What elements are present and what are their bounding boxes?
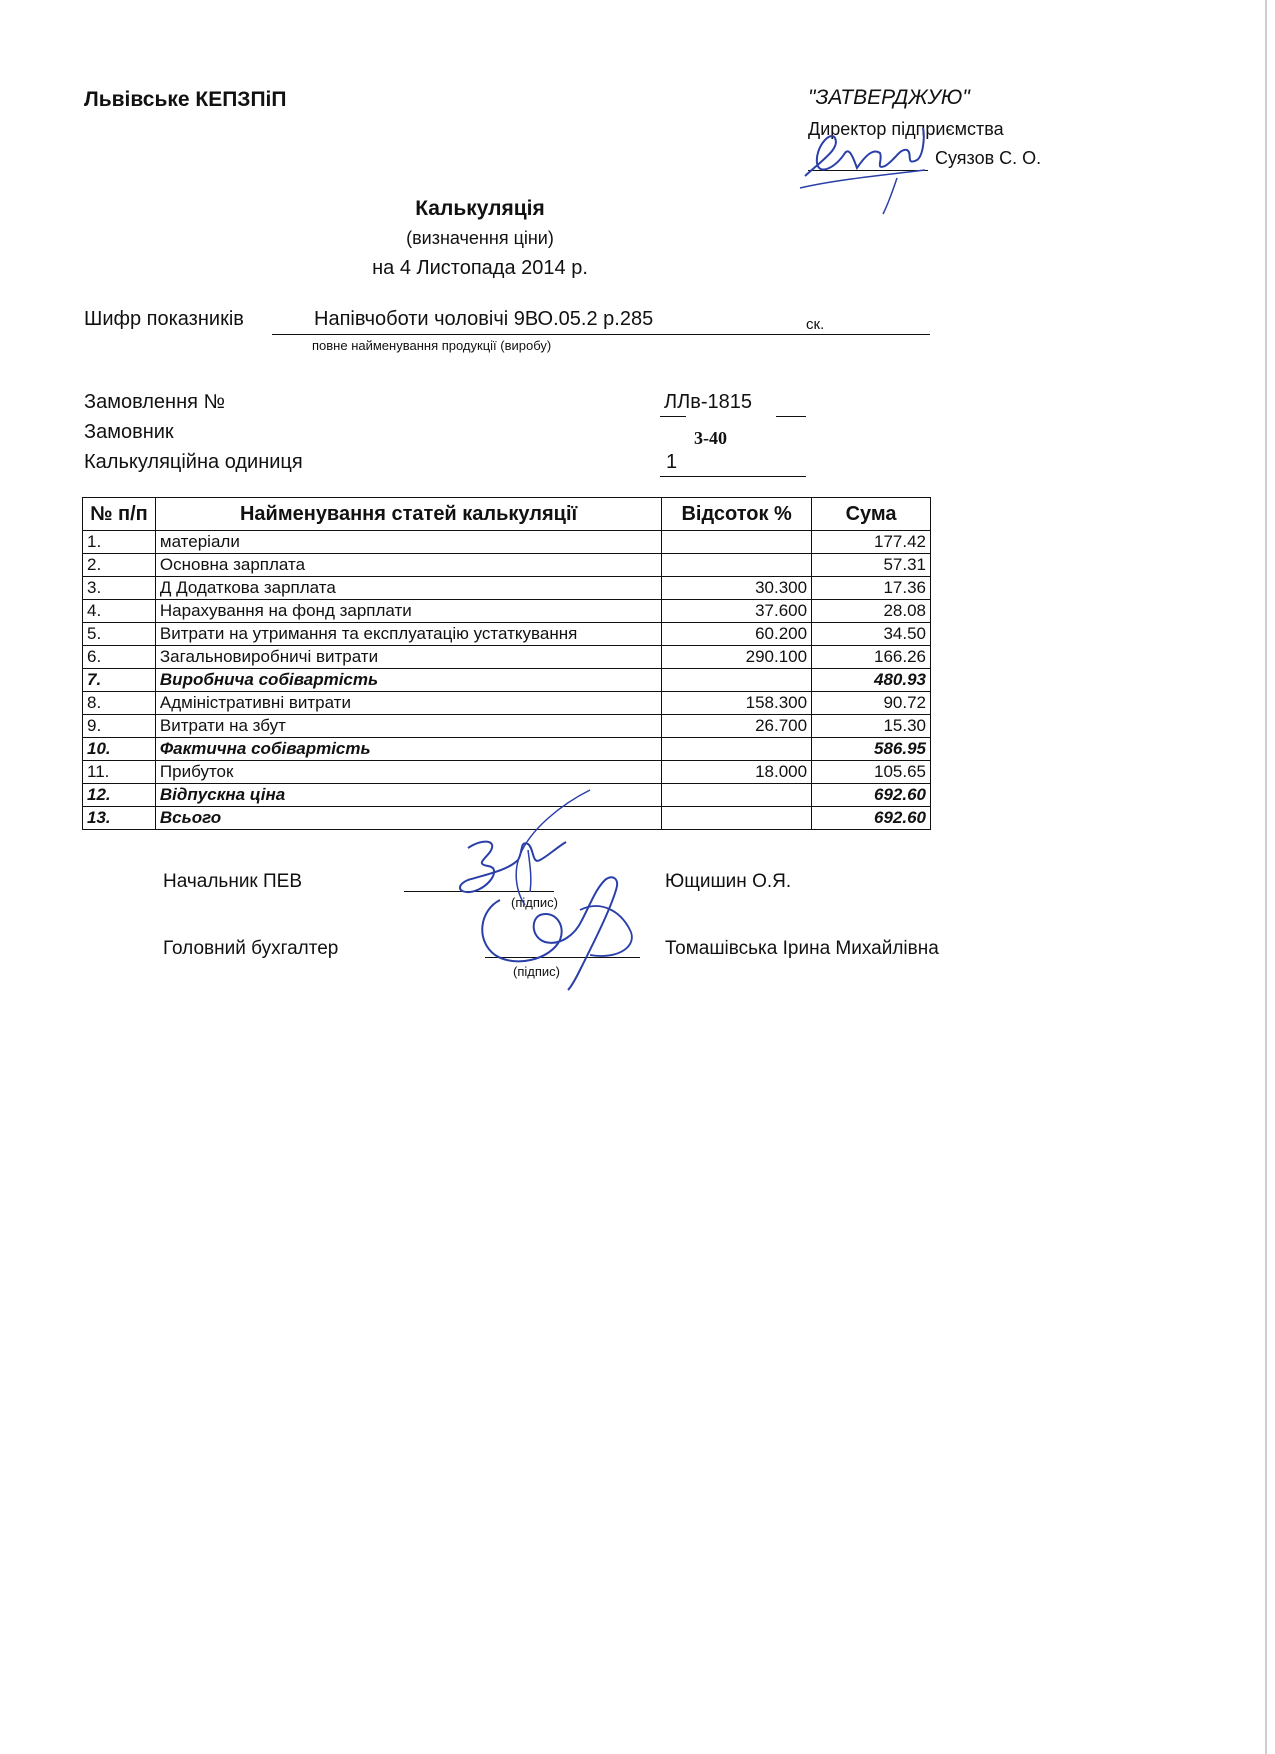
head-economist-title: Начальник ПЕВ bbox=[163, 871, 303, 892]
row-item-name: Адміністративні витрати bbox=[155, 692, 661, 715]
head-economist-signature-caption: (підпис) bbox=[511, 895, 558, 910]
row-number: 11. bbox=[83, 761, 156, 784]
director-signature-line bbox=[808, 170, 928, 171]
table-row bbox=[83, 761, 931, 784]
row-item-name: Д Додаткова зарплата bbox=[155, 577, 661, 600]
customer-value: 3-40 bbox=[694, 428, 727, 448]
order-underline-right bbox=[776, 416, 806, 417]
row-percent: 290.100 bbox=[662, 646, 812, 669]
row-number: 1. bbox=[83, 531, 156, 554]
row-item-name: Витрати на утримання та експлуатацію устаткування bbox=[155, 623, 661, 646]
row-sum: 692.60 bbox=[812, 784, 931, 807]
row-item-name: матеріали bbox=[155, 531, 661, 554]
row-percent bbox=[662, 738, 812, 761]
row-percent bbox=[662, 784, 812, 807]
product-hint: повне найменування продукції (виробу) bbox=[312, 338, 552, 353]
product-underline bbox=[272, 334, 930, 335]
head-economist-signature-line bbox=[404, 891, 554, 892]
row-sum: 28.08 bbox=[812, 600, 931, 623]
director-title: Директор підприємства bbox=[808, 119, 1004, 139]
head-economist-name: Ющишин О.Я. bbox=[665, 871, 792, 892]
table-row bbox=[83, 715, 931, 738]
table-row bbox=[83, 554, 931, 577]
row-number: 2. bbox=[83, 554, 156, 577]
row-sum: 692.60 bbox=[812, 807, 931, 830]
row-sum: 166.26 bbox=[812, 646, 931, 669]
row-percent bbox=[662, 554, 812, 577]
costing-table bbox=[82, 497, 931, 830]
row-item-name: Прибуток bbox=[155, 761, 661, 784]
row-sum: 177.42 bbox=[812, 531, 931, 554]
row-percent bbox=[662, 669, 812, 692]
row-percent: 18.000 bbox=[662, 761, 812, 784]
row-sum: 90.72 bbox=[812, 692, 931, 715]
row-percent: 26.700 bbox=[662, 715, 812, 738]
row-sum: 17.36 bbox=[812, 577, 931, 600]
row-number: 12. bbox=[83, 784, 156, 807]
director-name: Суязов С. О. bbox=[935, 148, 1042, 168]
header-number: № п/п bbox=[83, 498, 156, 531]
table-row-subtotal bbox=[83, 669, 931, 692]
order-label: Замовлення № bbox=[84, 391, 225, 413]
row-sum: 57.31 bbox=[812, 554, 931, 577]
row-percent bbox=[662, 531, 812, 554]
order-underline-left bbox=[660, 416, 686, 417]
row-number: 5. bbox=[83, 623, 156, 646]
product-unit: ск. bbox=[806, 316, 825, 333]
table-row bbox=[83, 531, 931, 554]
row-number: 3. bbox=[83, 577, 156, 600]
costing-unit-value: 1 bbox=[666, 451, 678, 473]
table-row bbox=[83, 600, 931, 623]
row-number: 7. bbox=[83, 669, 156, 692]
customer-label: Замовник bbox=[84, 421, 174, 443]
row-item-name: Загальновиробничі витрати bbox=[155, 646, 661, 669]
organization-name: Львівське КЕПЗПіП bbox=[84, 88, 287, 111]
row-number: 4. bbox=[83, 600, 156, 623]
header-item-name: Найменування статей калькуляції bbox=[155, 498, 661, 531]
row-sum: 34.50 bbox=[812, 623, 931, 646]
row-percent bbox=[662, 807, 812, 830]
table-row bbox=[83, 692, 931, 715]
product-name: Напівчоботи чоловічі 9ВО.05.2 р.285 bbox=[314, 308, 654, 330]
row-number: 10. bbox=[83, 738, 156, 761]
table-row bbox=[83, 577, 931, 600]
row-item-name: Виробнича собівартість bbox=[155, 669, 661, 692]
row-sum: 105.65 bbox=[812, 761, 931, 784]
row-item-name: Відпускна ціна bbox=[155, 784, 661, 807]
costing-unit-label: Калькуляційна одиниця bbox=[84, 451, 303, 473]
row-item-name: Витрати на збут bbox=[155, 715, 661, 738]
table-row-total bbox=[83, 807, 931, 830]
document-subtitle: (визначення ціни) bbox=[406, 228, 554, 248]
row-number: 13. bbox=[83, 807, 156, 830]
table-row bbox=[83, 623, 931, 646]
row-percent: 158.300 bbox=[662, 692, 812, 715]
document-title: Калькуляція bbox=[415, 197, 545, 220]
row-number: 6. bbox=[83, 646, 156, 669]
row-percent: 30.300 bbox=[662, 577, 812, 600]
chief-accountant-signature-caption: (підпис) bbox=[513, 964, 560, 979]
table-header-row bbox=[83, 498, 931, 531]
product-code-label: Шифр показників bbox=[84, 308, 244, 330]
row-sum: 15.30 bbox=[812, 715, 931, 738]
row-percent: 37.600 bbox=[662, 600, 812, 623]
table-row-subtotal bbox=[83, 784, 931, 807]
document-date: на 4 Листопада 2014 р. bbox=[372, 257, 588, 279]
row-item-name: Нарахування на фонд зарплати bbox=[155, 600, 661, 623]
row-item-name: Всього bbox=[155, 807, 661, 830]
approval-stamp-text: "ЗАТВЕРДЖУЮ" bbox=[808, 86, 970, 109]
row-sum: 480.93 bbox=[812, 669, 931, 692]
row-percent: 60.200 bbox=[662, 623, 812, 646]
order-number: ЛЛв-1815 bbox=[664, 391, 753, 413]
chief-accountant-signature-line bbox=[485, 957, 640, 958]
header-sum: Сума bbox=[812, 498, 931, 531]
table-row-subtotal bbox=[83, 738, 931, 761]
page-edge bbox=[1265, 0, 1267, 1754]
costing-unit-underline bbox=[660, 476, 806, 477]
chief-accountant-name: Томашівська Ірина Михайлівна bbox=[665, 938, 939, 959]
row-number: 9. bbox=[83, 715, 156, 738]
chief-accountant-title: Головний бухгалтер bbox=[163, 938, 339, 959]
header-percent: Відсоток % bbox=[662, 498, 812, 531]
row-sum: 586.95 bbox=[812, 738, 931, 761]
table-row bbox=[83, 646, 931, 669]
row-number: 8. bbox=[83, 692, 156, 715]
row-item-name: Основна зарплата bbox=[155, 554, 661, 577]
row-item-name: Фактична собівартість bbox=[155, 738, 661, 761]
